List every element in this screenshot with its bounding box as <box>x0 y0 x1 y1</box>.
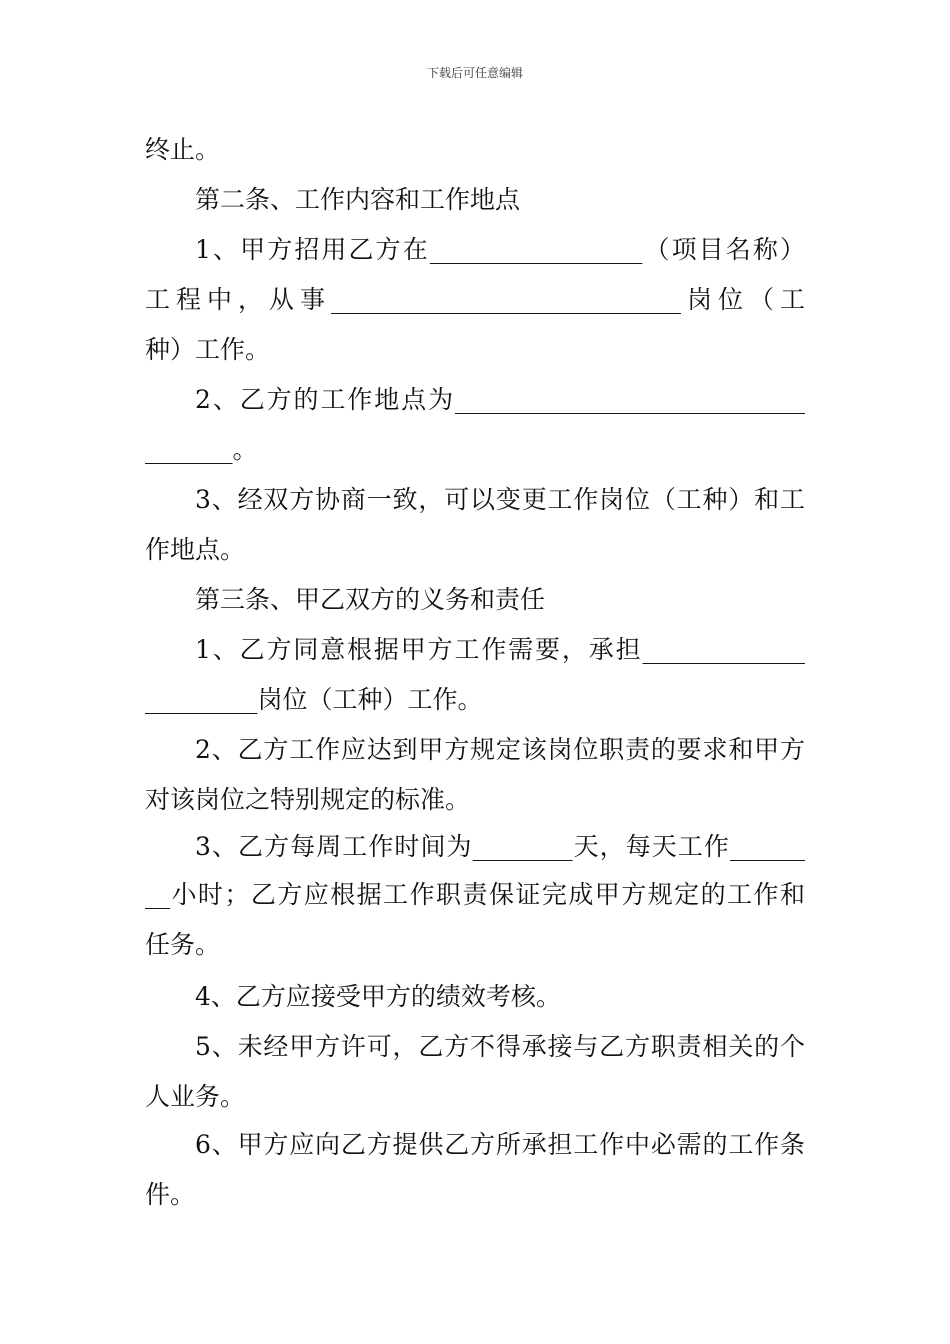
article-heading: 第二条、工作内容和工作地点 <box>195 185 521 214</box>
paragraph-line: 4、乙方应接受甲方的绩效考核。 <box>195 982 561 1011</box>
paragraph-line: 2、乙方工作应达到甲方规定该岗位职责的要求和甲方 <box>195 735 805 764</box>
paragraph-line: __小时；乙方应根据工作职责保证完成甲方规定的工作和 <box>145 880 805 909</box>
paragraph-line: 2、乙方的工作地点为____________________________ <box>195 385 805 414</box>
paragraph-line: 人业务。 <box>145 1082 246 1111</box>
paragraph-line: _________岗位（工种）工作。 <box>145 685 483 714</box>
paragraph-line: 3、乙方每周工作时间为________天，每天工作______ <box>195 832 805 861</box>
paragraph-line: 1、乙方同意根据甲方工作需要，承担_____________ <box>195 635 805 664</box>
page-header: 下载后可任意编辑 <box>426 66 523 80</box>
paragraph-line: 作地点。 <box>145 535 246 564</box>
paragraph-line: 5、未经甲方许可，乙方不得承接与乙方职责相关的个 <box>195 1032 805 1061</box>
paragraph-line: 终止。 <box>145 135 221 164</box>
paragraph-line: 件。 <box>145 1180 196 1209</box>
paragraph-line: 6、甲方应向乙方提供乙方所承担工作中必需的工作条 <box>195 1130 805 1159</box>
paragraph-line: 任务。 <box>145 930 221 959</box>
paragraph-line: 种）工作。 <box>145 335 271 364</box>
paragraph-line: _______。 <box>145 435 258 464</box>
paragraph-line: 1、甲方招用乙方在_________________（项目名称） <box>195 235 805 264</box>
article-heading: 第三条、甲乙双方的义务和责任 <box>195 585 546 614</box>
paragraph-line: 3、经双方协商一致，可以变更工作岗位（工种）和工 <box>195 485 805 514</box>
paragraph-line: 对该岗位之特别规定的标准。 <box>145 785 471 814</box>
paragraph-line: 工程中，从事____________________________岗位（工 <box>145 285 805 314</box>
